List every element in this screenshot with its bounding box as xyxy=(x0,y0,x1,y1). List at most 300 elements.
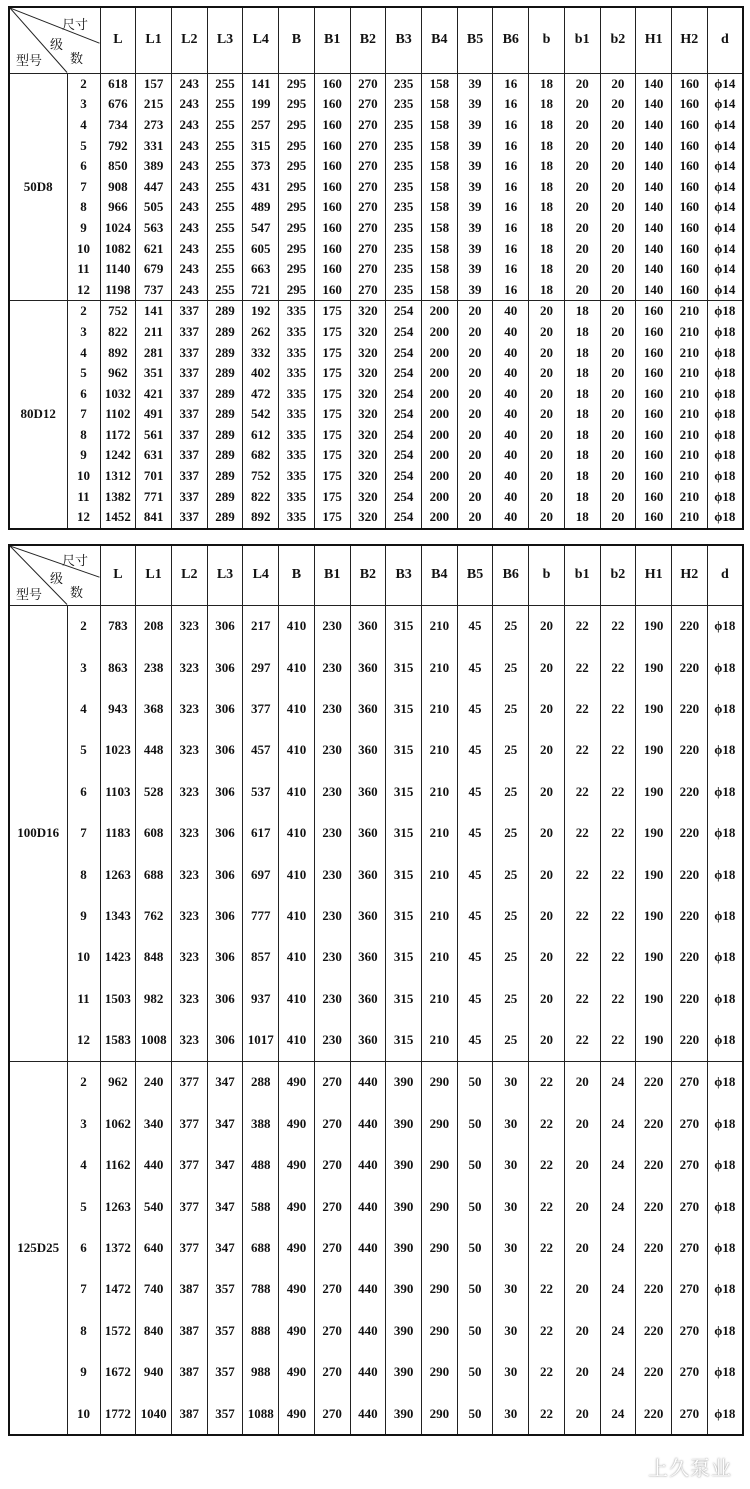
value-cell: 410 xyxy=(279,812,315,853)
table-row xyxy=(9,156,743,177)
stage-cell: 12 xyxy=(67,279,100,300)
column-header-b: b xyxy=(529,545,565,605)
table-row xyxy=(9,1019,743,1061)
value-cell: 273 xyxy=(136,115,172,136)
value-cell: 368 xyxy=(136,688,172,729)
value-cell: 25 xyxy=(493,647,529,688)
value-cell: 208 xyxy=(136,605,172,647)
value-cell: 243 xyxy=(171,156,207,177)
stage-cell: 4 xyxy=(67,115,100,136)
value-cell: 30 xyxy=(493,1103,529,1144)
value-cell: 160 xyxy=(636,404,672,425)
value-cell: 22 xyxy=(600,937,636,978)
value-cell: 22 xyxy=(600,771,636,812)
value-cell: 290 xyxy=(421,1103,457,1144)
table-row xyxy=(9,771,743,812)
value-cell: ϕ18 xyxy=(707,507,743,529)
value-cell: 40 xyxy=(493,486,529,507)
value-cell: 175 xyxy=(314,363,350,384)
value-cell: 210 xyxy=(421,771,457,812)
value-cell: 20 xyxy=(529,647,565,688)
value-cell: 289 xyxy=(207,466,243,487)
value-cell: 255 xyxy=(207,156,243,177)
value-cell: 140 xyxy=(636,156,672,177)
value-cell: 22 xyxy=(600,895,636,936)
value-cell: 1472 xyxy=(100,1269,136,1310)
value-cell: 140 xyxy=(636,135,672,156)
value-cell: 20 xyxy=(600,197,636,218)
value-cell: 290 xyxy=(421,1310,457,1351)
value-cell: 22 xyxy=(529,1269,565,1310)
value-cell: 50 xyxy=(457,1145,493,1186)
value-cell: 440 xyxy=(350,1393,386,1435)
value-cell: 22 xyxy=(600,854,636,895)
value-cell: 337 xyxy=(171,404,207,425)
column-header-b: b xyxy=(529,7,565,73)
value-cell: ϕ18 xyxy=(707,1061,743,1103)
value-cell: 175 xyxy=(314,486,350,507)
value-cell: 157 xyxy=(136,73,172,94)
value-cell: 25 xyxy=(493,730,529,771)
value-cell: 863 xyxy=(100,647,136,688)
table-row xyxy=(9,73,743,94)
value-cell: 50 xyxy=(457,1186,493,1227)
column-header-b3: B3 xyxy=(386,7,422,73)
corner-label-stage-2: 数 xyxy=(70,52,84,67)
value-cell: 320 xyxy=(350,404,386,425)
value-cell: 1008 xyxy=(136,1019,172,1061)
value-cell: 295 xyxy=(279,135,315,156)
value-cell: 25 xyxy=(493,1019,529,1061)
value-cell: 679 xyxy=(136,259,172,280)
value-cell: 360 xyxy=(350,978,386,1019)
value-cell: 175 xyxy=(314,383,350,404)
value-cell: 210 xyxy=(672,445,708,466)
stage-cell: 3 xyxy=(67,322,100,343)
table-row xyxy=(9,1352,743,1393)
value-cell: 22 xyxy=(564,854,600,895)
value-cell: 20 xyxy=(564,94,600,115)
value-cell: ϕ14 xyxy=(707,73,743,94)
value-cell: 490 xyxy=(279,1186,315,1227)
value-cell: 335 xyxy=(279,342,315,363)
value-cell: 22 xyxy=(564,937,600,978)
value-cell: 289 xyxy=(207,486,243,507)
value-cell: 16 xyxy=(493,218,529,239)
value-cell: 220 xyxy=(636,1186,672,1227)
value-cell: 377 xyxy=(243,688,279,729)
value-cell: 200 xyxy=(421,322,457,343)
model-cell: 125D25 xyxy=(9,1061,67,1435)
value-cell: 323 xyxy=(171,937,207,978)
value-cell: 18 xyxy=(564,404,600,425)
value-cell: 1572 xyxy=(100,1310,136,1351)
value-cell: 230 xyxy=(314,771,350,812)
model-cell: 100D16 xyxy=(9,605,67,1061)
value-cell: 160 xyxy=(636,342,672,363)
value-cell: 220 xyxy=(672,978,708,1019)
value-cell: 289 xyxy=(207,507,243,529)
value-cell: 22 xyxy=(529,1145,565,1186)
value-cell: 24 xyxy=(600,1103,636,1144)
value-cell: ϕ18 xyxy=(707,363,743,384)
value-cell: 25 xyxy=(493,937,529,978)
column-header-b6: B6 xyxy=(493,7,529,73)
value-cell: 160 xyxy=(636,322,672,343)
value-cell: 270 xyxy=(350,135,386,156)
value-cell: 315 xyxy=(386,978,422,1019)
column-header-b2: B2 xyxy=(350,545,386,605)
value-cell: 966 xyxy=(100,197,136,218)
value-cell: 230 xyxy=(314,937,350,978)
value-cell: 220 xyxy=(672,1019,708,1061)
value-cell: 210 xyxy=(421,605,457,647)
value-cell: 20 xyxy=(529,425,565,446)
stage-cell: 6 xyxy=(67,771,100,812)
value-cell: 390 xyxy=(386,1310,422,1351)
value-cell: 254 xyxy=(386,322,422,343)
column-header-b6: B6 xyxy=(493,545,529,605)
value-cell: 190 xyxy=(636,895,672,936)
value-cell: 18 xyxy=(529,259,565,280)
value-cell: 20 xyxy=(529,771,565,812)
value-cell: 270 xyxy=(314,1145,350,1186)
value-cell: 243 xyxy=(171,176,207,197)
value-cell: 20 xyxy=(600,445,636,466)
value-cell: 255 xyxy=(207,218,243,239)
value-cell: 30 xyxy=(493,1186,529,1227)
value-cell: 175 xyxy=(314,301,350,322)
value-cell: 387 xyxy=(171,1269,207,1310)
value-cell: 39 xyxy=(457,218,493,239)
value-cell: ϕ18 xyxy=(707,978,743,1019)
stage-cell: 8 xyxy=(67,425,100,446)
value-cell: 295 xyxy=(279,176,315,197)
value-cell: 24 xyxy=(600,1310,636,1351)
stage-cell: 7 xyxy=(67,404,100,425)
value-cell: 18 xyxy=(529,176,565,197)
value-cell: 337 xyxy=(171,342,207,363)
column-header-d: d xyxy=(707,7,743,73)
value-cell: 605 xyxy=(243,238,279,259)
stage-cell: 7 xyxy=(67,176,100,197)
value-cell: 210 xyxy=(672,507,708,529)
column-header-b5: B5 xyxy=(457,7,493,73)
corner-header-cell xyxy=(9,545,100,605)
table-row xyxy=(9,730,743,771)
value-cell: 230 xyxy=(314,730,350,771)
column-header-l4: L4 xyxy=(243,545,279,605)
value-cell: 20 xyxy=(600,466,636,487)
stage-cell: 8 xyxy=(67,197,100,218)
value-cell: 491 xyxy=(136,404,172,425)
value-cell: 734 xyxy=(100,115,136,136)
value-cell: 16 xyxy=(493,176,529,197)
value-cell: 373 xyxy=(243,156,279,177)
value-cell: ϕ18 xyxy=(707,342,743,363)
value-cell: 1382 xyxy=(100,486,136,507)
value-cell: 235 xyxy=(386,115,422,136)
value-cell: 211 xyxy=(136,322,172,343)
value-cell: 160 xyxy=(672,197,708,218)
value-cell: 22 xyxy=(600,730,636,771)
stage-cell: 6 xyxy=(67,1227,100,1268)
value-cell: 20 xyxy=(600,507,636,529)
value-cell: 20 xyxy=(529,486,565,507)
value-cell: 18 xyxy=(529,135,565,156)
value-cell: 160 xyxy=(636,301,672,322)
value-cell: 200 xyxy=(421,507,457,529)
value-cell: 160 xyxy=(314,135,350,156)
value-cell: 22 xyxy=(564,605,600,647)
value-cell: 220 xyxy=(672,937,708,978)
value-cell: 24 xyxy=(600,1393,636,1435)
column-header-b4: B4 xyxy=(421,545,457,605)
value-cell: 1772 xyxy=(100,1393,136,1435)
value-cell: 210 xyxy=(672,322,708,343)
value-cell: 857 xyxy=(243,937,279,978)
value-cell: 1672 xyxy=(100,1352,136,1393)
value-cell: ϕ14 xyxy=(707,197,743,218)
value-cell: 200 xyxy=(421,301,457,322)
value-cell: 1183 xyxy=(100,812,136,853)
stage-cell: 2 xyxy=(67,301,100,322)
value-cell: 888 xyxy=(243,1310,279,1351)
value-cell: 20 xyxy=(529,1019,565,1061)
value-cell: 306 xyxy=(207,895,243,936)
table-row xyxy=(9,135,743,156)
value-cell: 18 xyxy=(564,383,600,404)
value-cell: 270 xyxy=(672,1310,708,1351)
column-header-b: B xyxy=(279,7,315,73)
stage-cell: 4 xyxy=(67,342,100,363)
value-cell: 561 xyxy=(136,425,172,446)
value-cell: ϕ18 xyxy=(707,854,743,895)
value-cell: ϕ18 xyxy=(707,301,743,322)
value-cell: 160 xyxy=(314,197,350,218)
value-cell: 39 xyxy=(457,238,493,259)
value-cell: 440 xyxy=(350,1310,386,1351)
value-cell: 160 xyxy=(636,486,672,507)
value-cell: 270 xyxy=(314,1186,350,1227)
value-cell: ϕ18 xyxy=(707,771,743,812)
value-cell: 190 xyxy=(636,812,672,853)
stage-cell: 11 xyxy=(67,486,100,507)
table-row xyxy=(9,466,743,487)
value-cell: ϕ14 xyxy=(707,115,743,136)
value-cell: 320 xyxy=(350,301,386,322)
value-cell: 160 xyxy=(672,238,708,259)
stage-cell: 9 xyxy=(67,445,100,466)
value-cell: 22 xyxy=(529,1352,565,1393)
value-cell: 24 xyxy=(600,1269,636,1310)
value-cell: 472 xyxy=(243,383,279,404)
value-cell: 20 xyxy=(564,156,600,177)
table-row xyxy=(9,507,743,529)
column-header-b2: B2 xyxy=(350,7,386,73)
value-cell: 335 xyxy=(279,445,315,466)
value-cell: 448 xyxy=(136,730,172,771)
value-cell: 270 xyxy=(314,1393,350,1435)
value-cell: 50 xyxy=(457,1310,493,1351)
value-cell: 1372 xyxy=(100,1227,136,1268)
value-cell: 243 xyxy=(171,197,207,218)
value-cell: 20 xyxy=(529,301,565,322)
value-cell: 323 xyxy=(171,854,207,895)
value-cell: 16 xyxy=(493,259,529,280)
column-header-b1: B1 xyxy=(314,7,350,73)
value-cell: 20 xyxy=(564,1061,600,1103)
value-cell: 40 xyxy=(493,363,529,384)
value-cell: 20 xyxy=(600,404,636,425)
table-1 xyxy=(8,6,744,530)
value-cell: 40 xyxy=(493,383,529,404)
value-cell: ϕ18 xyxy=(707,425,743,446)
value-cell: ϕ14 xyxy=(707,238,743,259)
value-cell: 270 xyxy=(350,73,386,94)
value-cell: 210 xyxy=(421,1019,457,1061)
value-cell: 30 xyxy=(493,1310,529,1351)
value-cell: 402 xyxy=(243,363,279,384)
value-cell: 160 xyxy=(672,156,708,177)
value-cell: 255 xyxy=(207,115,243,136)
value-cell: 737 xyxy=(136,279,172,300)
value-cell: 210 xyxy=(672,486,708,507)
value-cell: 30 xyxy=(493,1393,529,1435)
table-row xyxy=(9,425,743,446)
value-cell: 200 xyxy=(421,425,457,446)
stage-cell: 2 xyxy=(67,1061,100,1103)
value-cell: 238 xyxy=(136,647,172,688)
value-cell: 850 xyxy=(100,156,136,177)
table-row xyxy=(9,937,743,978)
value-cell: 270 xyxy=(350,156,386,177)
value-cell: 190 xyxy=(636,937,672,978)
value-cell: 360 xyxy=(350,771,386,812)
value-cell: 235 xyxy=(386,197,422,218)
value-cell: 220 xyxy=(636,1103,672,1144)
value-cell: 16 xyxy=(493,238,529,259)
value-cell: 25 xyxy=(493,688,529,729)
value-cell: 347 xyxy=(207,1186,243,1227)
value-cell: 243 xyxy=(171,279,207,300)
value-cell: 220 xyxy=(636,1227,672,1268)
table-row xyxy=(9,259,743,280)
value-cell: 254 xyxy=(386,342,422,363)
value-cell: 235 xyxy=(386,73,422,94)
value-cell: 1023 xyxy=(100,730,136,771)
value-cell: 255 xyxy=(207,94,243,115)
value-cell: 20 xyxy=(529,466,565,487)
value-cell: 160 xyxy=(314,238,350,259)
value-cell: 175 xyxy=(314,507,350,529)
value-cell: 270 xyxy=(350,115,386,136)
value-cell: 440 xyxy=(350,1269,386,1310)
value-cell: 254 xyxy=(386,383,422,404)
value-cell: 357 xyxy=(207,1393,243,1435)
value-cell: 18 xyxy=(564,507,600,529)
value-cell: 306 xyxy=(207,647,243,688)
value-cell: 1102 xyxy=(100,404,136,425)
value-cell: 160 xyxy=(636,507,672,529)
value-cell: 337 xyxy=(171,383,207,404)
value-cell: 323 xyxy=(171,688,207,729)
value-cell: 24 xyxy=(600,1186,636,1227)
value-cell: 24 xyxy=(600,1352,636,1393)
stage-cell: 2 xyxy=(67,73,100,94)
value-cell: 335 xyxy=(279,301,315,322)
value-cell: 588 xyxy=(243,1186,279,1227)
value-cell: 220 xyxy=(636,1269,672,1310)
value-cell: 270 xyxy=(672,1352,708,1393)
value-cell: 200 xyxy=(421,466,457,487)
value-cell: 20 xyxy=(564,1227,600,1268)
value-cell: 16 xyxy=(493,73,529,94)
value-cell: 270 xyxy=(314,1310,350,1351)
value-cell: 50 xyxy=(457,1227,493,1268)
value-cell: 937 xyxy=(243,978,279,1019)
value-cell: 410 xyxy=(279,647,315,688)
value-cell: ϕ18 xyxy=(707,404,743,425)
value-cell: 140 xyxy=(636,176,672,197)
value-cell: ϕ14 xyxy=(707,135,743,156)
value-cell: 20 xyxy=(600,135,636,156)
value-cell: 306 xyxy=(207,771,243,812)
value-cell: 315 xyxy=(386,730,422,771)
value-cell: 22 xyxy=(529,1310,565,1351)
value-cell: 270 xyxy=(672,1061,708,1103)
value-cell: 39 xyxy=(457,94,493,115)
table-row xyxy=(9,647,743,688)
value-cell: 337 xyxy=(171,363,207,384)
table-row xyxy=(9,688,743,729)
value-cell: 360 xyxy=(350,688,386,729)
value-cell: ϕ14 xyxy=(707,218,743,239)
value-cell: ϕ18 xyxy=(707,895,743,936)
value-cell: 387 xyxy=(171,1352,207,1393)
value-cell: 18 xyxy=(529,73,565,94)
value-cell: 20 xyxy=(457,425,493,446)
value-cell: 160 xyxy=(636,383,672,404)
value-cell: 676 xyxy=(100,94,136,115)
value-cell: 39 xyxy=(457,176,493,197)
value-cell: 220 xyxy=(636,1310,672,1351)
value-cell: 315 xyxy=(386,1019,422,1061)
stage-cell: 12 xyxy=(67,507,100,529)
value-cell: 210 xyxy=(672,466,708,487)
column-header-l1: L1 xyxy=(136,7,172,73)
table-row xyxy=(9,1269,743,1310)
value-cell: 160 xyxy=(314,176,350,197)
value-cell: 45 xyxy=(457,978,493,1019)
value-cell: 410 xyxy=(279,1019,315,1061)
value-cell: 447 xyxy=(136,176,172,197)
watermark-logo-text: 上久泵业 xyxy=(648,1456,732,1480)
value-cell: 360 xyxy=(350,1019,386,1061)
value-cell: 20 xyxy=(457,445,493,466)
value-cell: 270 xyxy=(314,1061,350,1103)
value-cell: 848 xyxy=(136,937,172,978)
stage-cell: 3 xyxy=(67,1103,100,1144)
value-cell: 40 xyxy=(493,507,529,529)
column-header-d: d xyxy=(707,545,743,605)
value-cell: 1242 xyxy=(100,445,136,466)
value-cell: 220 xyxy=(636,1061,672,1103)
value-cell: 24 xyxy=(600,1061,636,1103)
table-row xyxy=(9,404,743,425)
stage-cell: 2 xyxy=(67,605,100,647)
value-cell: 295 xyxy=(279,115,315,136)
